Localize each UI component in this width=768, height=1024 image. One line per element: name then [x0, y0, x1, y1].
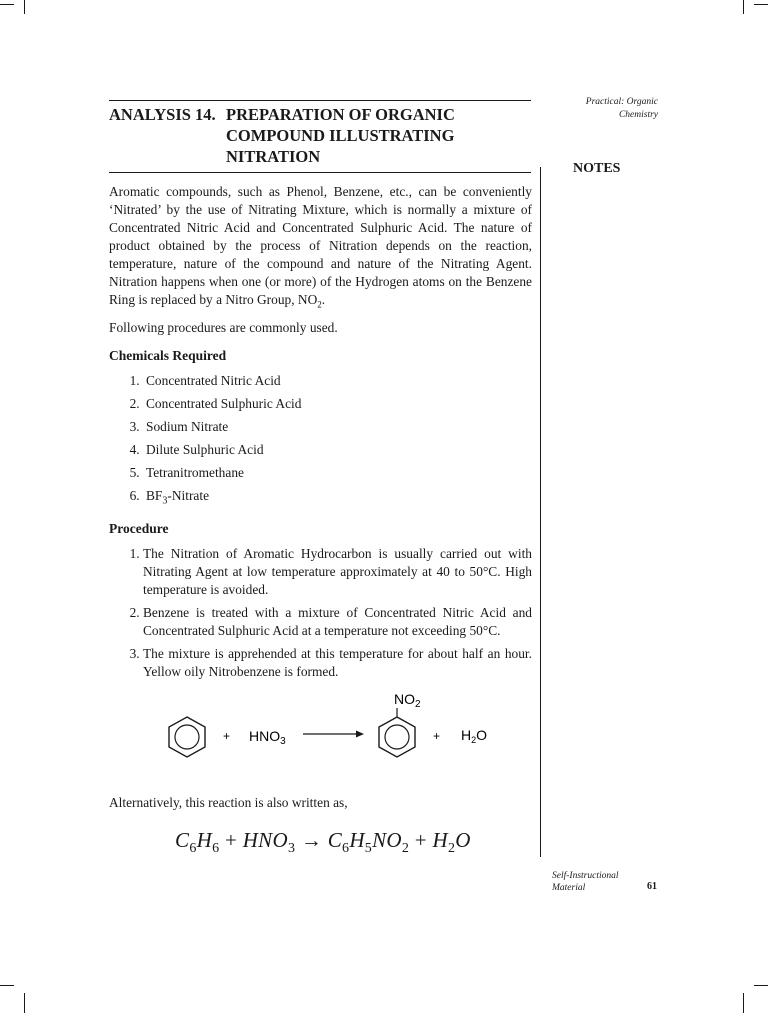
benzene-ring-icon: [169, 717, 205, 757]
list-item: 1. The Nitration of Aromatic Hydrocarbon is usually carried out with Nitrating Agent at low temperature approximately at 40 to 50°C. High temperature is avoided.: [143, 545, 532, 599]
page-number: 61: [647, 881, 657, 892]
nitro-group-label: $NO_2$: [394, 691, 421, 710]
footer-line: Material: [552, 883, 586, 893]
list-item: 2. Concentrated Sulphuric Acid: [143, 395, 532, 413]
crop-mark: [0, 4, 14, 5]
intro-paragraph: Aromatic compounds, such as Phenol, Benzene, etc., can be conveniently ‘Nitrated’ by the use of Nitrating Mixture, which is normally a mixture of Concentrated Nitric Acid and Concentrated Sulphuric Acid. The nature of product obtained by the process of Nitration depends on the reaction, temperature, nature of the compound and nature of the Nitrating Agent. Nitration happens when one (or more) of the Hydrogen atoms on the Benzene Ring is replaced by a Nitro Group, $NO_2$.: [109, 184, 532, 310]
following-text: Following procedures are commonly used.: [109, 319, 338, 335]
footer-label: [552, 870, 619, 894]
list-item: 4. Dilute Sulphuric Acid: [143, 441, 532, 459]
crop-mark: [743, 0, 744, 14]
nitration-reaction-diagram: [160, 685, 520, 765]
procedure-list: [109, 545, 532, 681]
title-line: COMPOUND ILLUSTRATING: [226, 126, 455, 145]
chemical-equation: $C_6H_6 + HNO_3 \to C_6H_5NO_2 + H_2O$: [175, 828, 471, 857]
main-content: [109, 183, 532, 686]
crop-mark: [754, 985, 768, 986]
list-item: 3. The mixture is apprehended at this temperature for about half an hour. Yellow oily Nitrobenzene is formed.: [143, 645, 532, 681]
title-line: NITRATION: [226, 147, 321, 166]
page-title: [109, 104, 455, 167]
list-item: 6. $BF_3$-Nitrate: [143, 487, 532, 511]
chemicals-heading: Chemicals Required: [109, 347, 227, 363]
crop-mark: [24, 0, 25, 14]
crop-mark: [743, 993, 744, 1013]
list-item: 1. Concentrated Nitric Acid: [143, 372, 532, 390]
plus-sign: +: [433, 729, 441, 743]
plus-sign: +: [223, 729, 231, 743]
margin-divider: [540, 167, 541, 857]
running-head-line: Practical: Organic: [585, 97, 658, 107]
nitrobenzene-ring-icon: [379, 717, 415, 757]
list-item: 5. Tetranitromethane: [143, 464, 532, 482]
title-line: PREPARATION OF ORGANIC: [226, 105, 455, 124]
analysis-number: ANALYSIS 14.: [109, 105, 216, 124]
notes-label: NOTES: [573, 161, 621, 176]
crop-mark: [0, 985, 14, 986]
water-label: $H_2O$: [461, 727, 488, 745]
list-item: 3. Sodium Nitrate: [143, 418, 532, 436]
footer-line: Self-Instructional: [552, 871, 619, 881]
reaction-arrow-icon: [303, 731, 364, 738]
nitric-acid-label: $HNO_3$: [249, 728, 286, 747]
running-head: [538, 96, 658, 122]
title-top-rule: [109, 100, 531, 101]
running-head-line: Chemistry: [618, 110, 658, 120]
list-item: 2. Benzene is treated with a mixture of Concentrated Nitric Acid and Concentrated Sulphuric Acid at a temperature not exceeding 50°C.: [143, 604, 532, 640]
procedure-heading: Procedure: [109, 521, 169, 537]
crop-mark: [754, 4, 768, 5]
alternative-text: Alternatively, this reaction is also written as,: [109, 795, 348, 810]
title-bottom-rule: [109, 172, 531, 173]
crop-mark: [24, 993, 25, 1013]
chemicals-list: [109, 372, 532, 511]
